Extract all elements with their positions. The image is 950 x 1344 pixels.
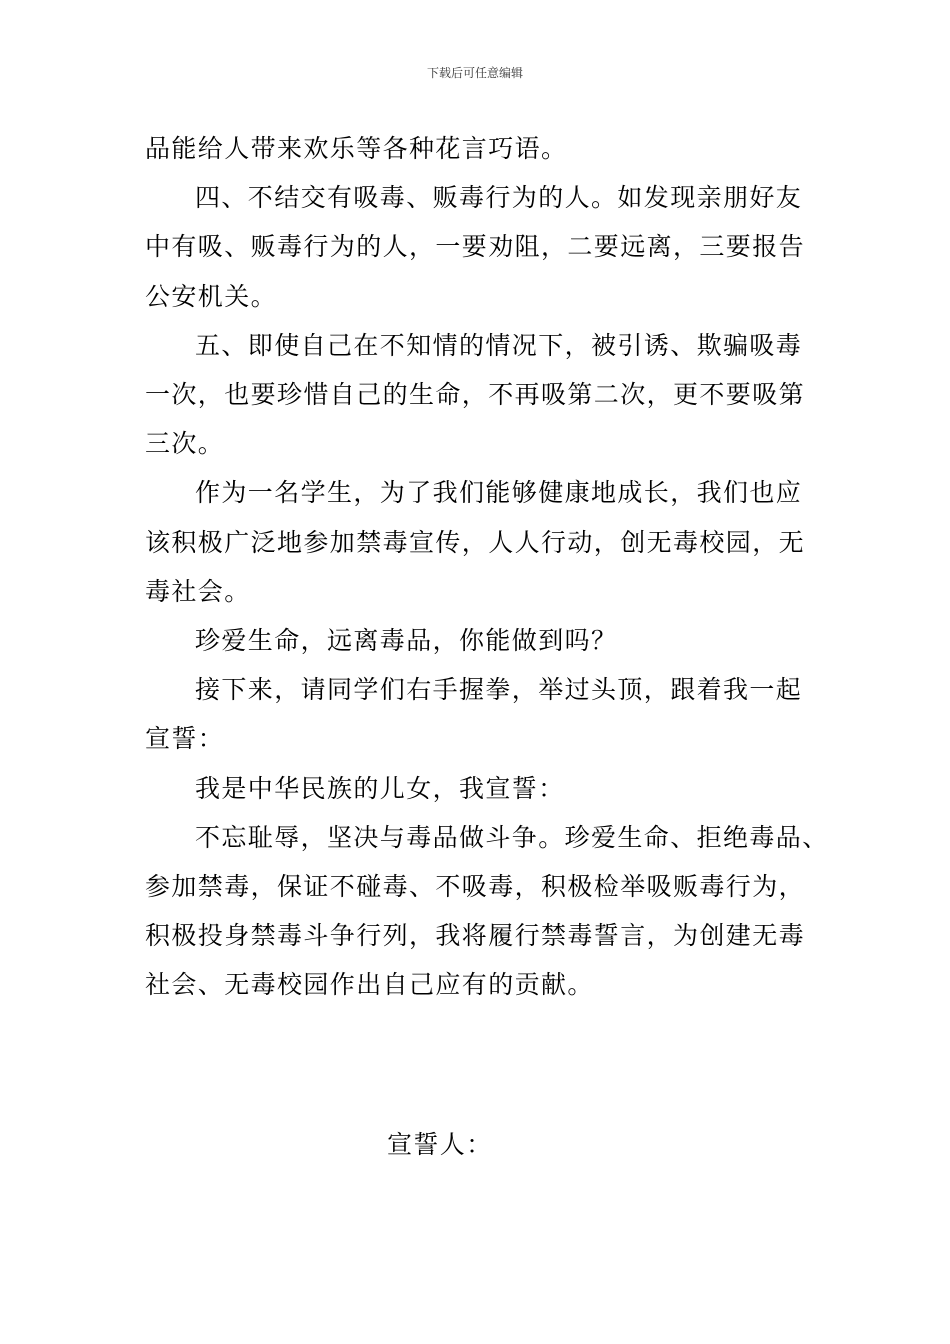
paragraph-student-role: [145, 468, 809, 616]
text-line: 积极投身禁毒斗争行列，我将履行禁毒誓言，为创建无毒: [145, 921, 806, 951]
paragraph-item-five: [145, 321, 809, 469]
text-line: 珍爱生命，远离毒品，你能做到吗？: [195, 626, 618, 656]
paragraph-oath-instruction: [145, 665, 809, 763]
text-line: 四、不结交有吸毒、贩毒行为的人。如发现亲朋好友: [195, 183, 803, 213]
text-line: 毒社会。: [145, 576, 251, 606]
paragraph-question: [145, 616, 809, 665]
text-line: 公安机关。: [145, 281, 278, 311]
paragraph-item-four: [145, 173, 809, 321]
text-line: 宣誓：: [145, 724, 225, 754]
paragraph-oath-content: [145, 813, 829, 1010]
document-body: [145, 124, 829, 1010]
text-line: 作为一名学生，为了我们能够健康地成长，我们也应: [195, 478, 803, 508]
page-header: 下载后可任意编辑: [426, 66, 523, 80]
text-line: 该积极广泛地参加禁毒宣传，人人行动，创无毒校园，无: [145, 527, 806, 557]
text-line: 三次。: [145, 429, 225, 459]
text-line: 社会、无毒校园作出自己应有的贡献。: [145, 970, 594, 1000]
text-line: 参加禁毒，保证不碰毒、不吸毒，积极检举吸贩毒行为，: [145, 872, 806, 902]
text-line: 我是中华民族的儿女，我宣誓：: [195, 773, 565, 803]
text-line: 不忘耻辱，坚决与毒品做斗争。珍爱生命、拒绝毒品、: [195, 822, 829, 852]
text-line: 接下来，请同学们右手握拳，举过头顶，跟着我一起: [195, 675, 803, 705]
text-line: 品能给人带来欢乐等各种花言巧语。: [145, 134, 568, 163]
oath-signer-label: 宣誓人：: [387, 1130, 493, 1159]
text-line: 五、即使自己在不知情的情况下，被引诱、欺骗吸毒: [195, 330, 803, 360]
text-line: 中有吸、贩毒行为的人，一要劝阻，二要远离，三要报告: [145, 232, 806, 262]
paragraph-continuation: [145, 124, 809, 173]
paragraph-oath-opening: [145, 764, 809, 813]
text-line: 一次，也要珍惜自己的生命，不再吸第二次，更不要吸第: [145, 380, 806, 410]
